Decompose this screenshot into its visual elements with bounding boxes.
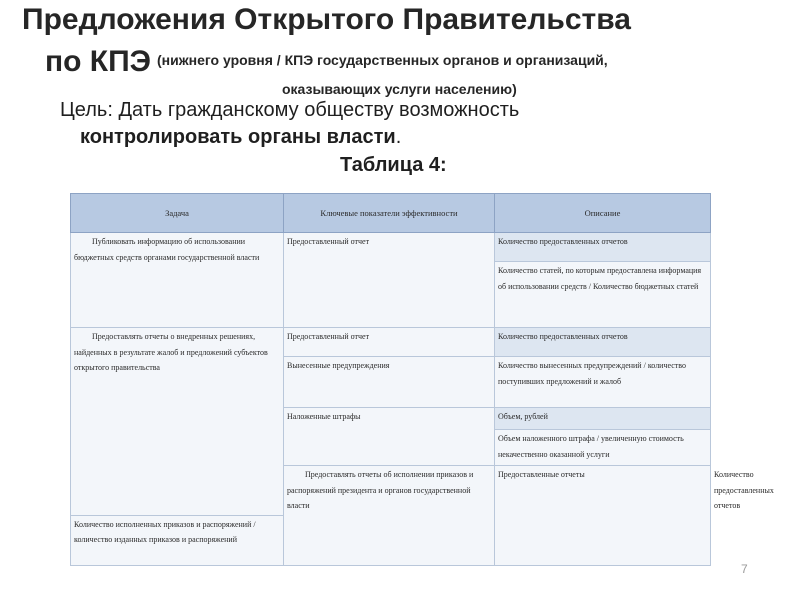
table-row: [71, 233, 711, 262]
kpi-cell: Предоставленный отчет: [284, 328, 495, 357]
kpi-table: [70, 193, 774, 566]
column-header-description: Описание: [495, 194, 711, 233]
description-cell: Количество исполненных приказов и распоряжений / количество изданных приказов и распоряжений: [71, 515, 284, 565]
goal-line-1: Цель: Дать гражданскому обществу возможность: [60, 99, 520, 121]
slide-title: Предложения Открытого Правительства: [22, 3, 631, 36]
kpi-cell: Предоставленные отчеты: [495, 466, 711, 566]
goal-period: .: [395, 126, 402, 148]
table-caption: Таблица 4:: [340, 154, 447, 176]
kpi-cell: Предоставленный отчет: [284, 233, 495, 328]
kpi-cell: Наложенные штрафы: [284, 408, 495, 466]
title-kpe: по КПЭ: [45, 45, 151, 78]
description-cell: Объем, рублей: [495, 408, 711, 430]
slide-title-second-line: [45, 42, 608, 80]
column-header-task: Задача: [71, 194, 284, 233]
table-row: Предоставлять отчеты об исполнении приказов и распоряжений президента и органов государственной власти Предоставленные отчеты Количество предоставленных отчетов: [71, 466, 711, 516]
kpi-cell: Вынесенные предупреждения: [284, 357, 495, 408]
description-cell: Количество статей, по которым предоставлена информация об использовании средств / Количество бюджетных статей: [495, 262, 711, 328]
description-cell: Количество предоставленных отчетов: [495, 328, 711, 357]
title-subtitle: (нижнего уровня / КПЭ государственных органов и организаций,: [157, 52, 608, 68]
title-subtitle-continued: оказывающих услуги населению): [282, 81, 517, 97]
goal-emphasis: контролировать органы власти: [80, 126, 396, 148]
page-number: 7: [741, 562, 748, 576]
table-header-row: [71, 194, 711, 233]
task-cell: Предоставлять отчеты об исполнении приказов и распоряжений президента и органов государственной власти: [284, 466, 495, 566]
description-cell: Количество вынесенных предупреждений / количество поступивших предложений и жалоб: [495, 357, 711, 408]
description-cell: Количество предоставленных отчетов: [495, 233, 711, 262]
column-header-kpi: Ключевые показатели эффективности: [284, 194, 495, 233]
task-cell: Предоставлять отчеты о внедренных решениях, найденных в результате жалоб и предложений субъектов открытого правительства: [71, 328, 284, 516]
goal-line-2: [80, 124, 401, 150]
task-cell: Публиковать информацию об использовании бюджетных средств органами государственной власти: [71, 233, 284, 328]
description-cell: Объем наложенного штрафа / увеличенную стоимость некачественно оказанной услуги: [495, 430, 711, 466]
table-row: [71, 328, 711, 357]
